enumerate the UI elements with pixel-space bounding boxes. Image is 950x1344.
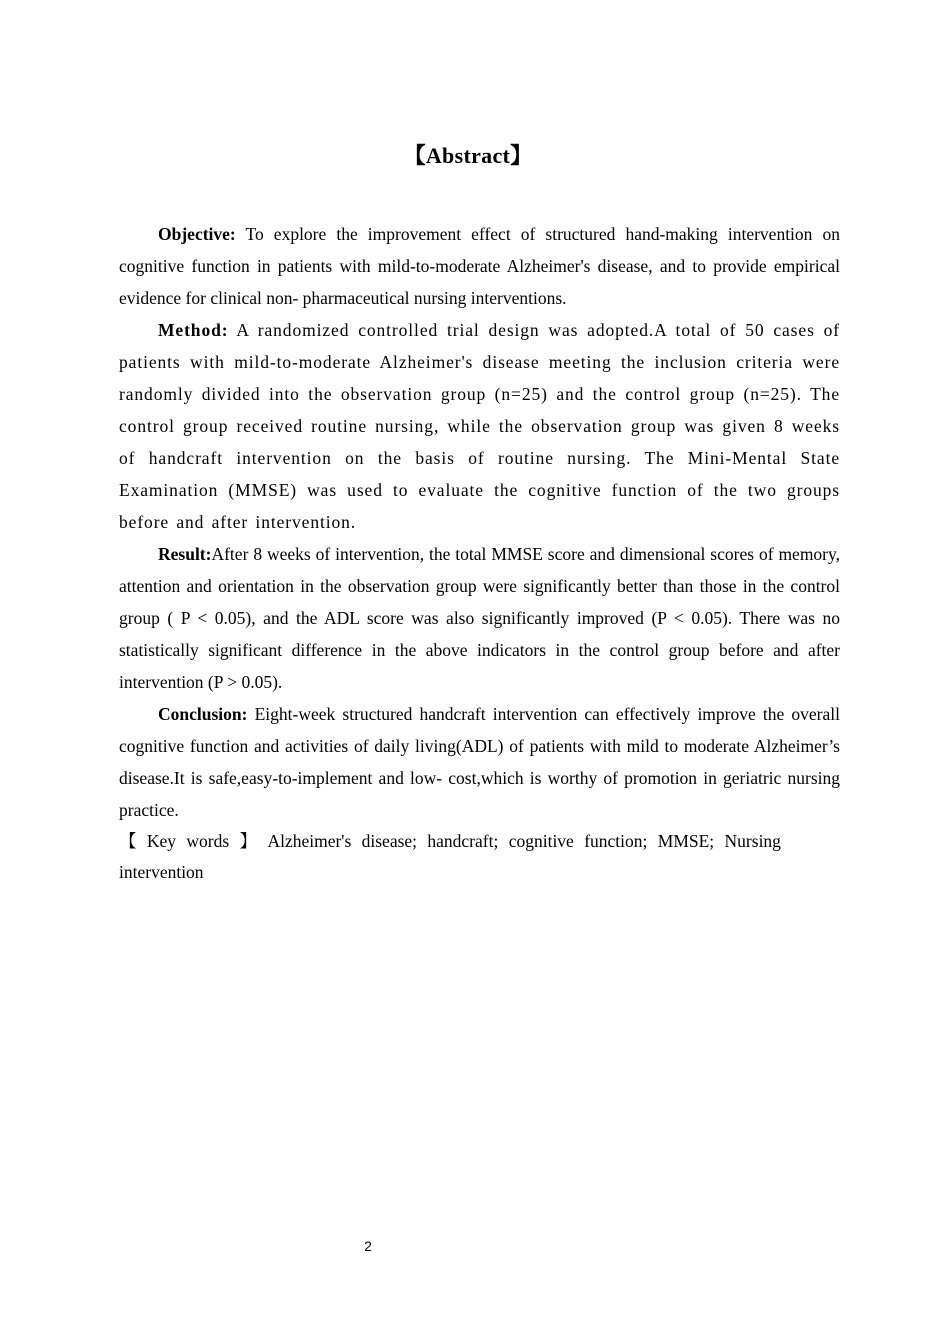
method-text: A randomized controlled trial design was adopted.A total of 50 cases of patients with mild-to-moderate Alzheimer's disease meeting the inclusion criteria were randomly divided into the observation group (n=25) and the control group (n=25). The control group received routine nursing, while the observation group was given 8 weeks of handcraft intervention on the basis of routine nursing. The Mini-Mental State Examination (MMSE) was used to evaluate the cognitive function of the two groups before and after intervention. — [119, 320, 840, 532]
result-paragraph — [119, 538, 840, 698]
objective-text: To explore the improvement effect of structured hand-making intervention on cognitive function in patients with mild-to-moderate Alzheimer's disease, and to provide empirical evidence for clinical non- pharmaceutical nursing interventions. — [119, 224, 840, 308]
conclusion-paragraph — [119, 698, 840, 826]
keywords-paragraph — [119, 826, 840, 888]
abstract-body — [119, 218, 840, 888]
result-label: Result: — [158, 544, 212, 564]
method-label: Method: — [158, 320, 229, 340]
result-text: After 8 weeks of intervention, the total MMSE score and dimensional scores of memory, attention and orientation in the observation group were significantly better than those in the control group ( P < 0.05), and the ADL score was also significantly improved (P < 0.05). There was no statistically significant difference in the above indicators in the control group before and after intervention (P > 0.05). — [119, 544, 840, 692]
objective-label: Objective: — [158, 224, 236, 244]
conclusion-label: Conclusion: — [158, 704, 248, 724]
page-number: 2 — [364, 1238, 372, 1254]
keywords-label: 【 Key words 】 — [119, 831, 258, 851]
method-paragraph — [119, 314, 840, 538]
abstract-heading: 【Abstract】 — [403, 143, 533, 168]
keywords-text: Alzheimer's disease; handcraft; cognitive function; MMSE; Nursing intervention — [119, 831, 781, 882]
conclusion-text: Eight-week structured handcraft intervention can effectively improve the overall cognitive function and activities of daily living(ADL) of patients with mild to moderate Alzheimer’s disease.It is safe,easy-to-implement and low- cost,which is worthy of promotion in geriatric nursing practice. — [119, 704, 840, 820]
objective-paragraph — [119, 218, 840, 314]
